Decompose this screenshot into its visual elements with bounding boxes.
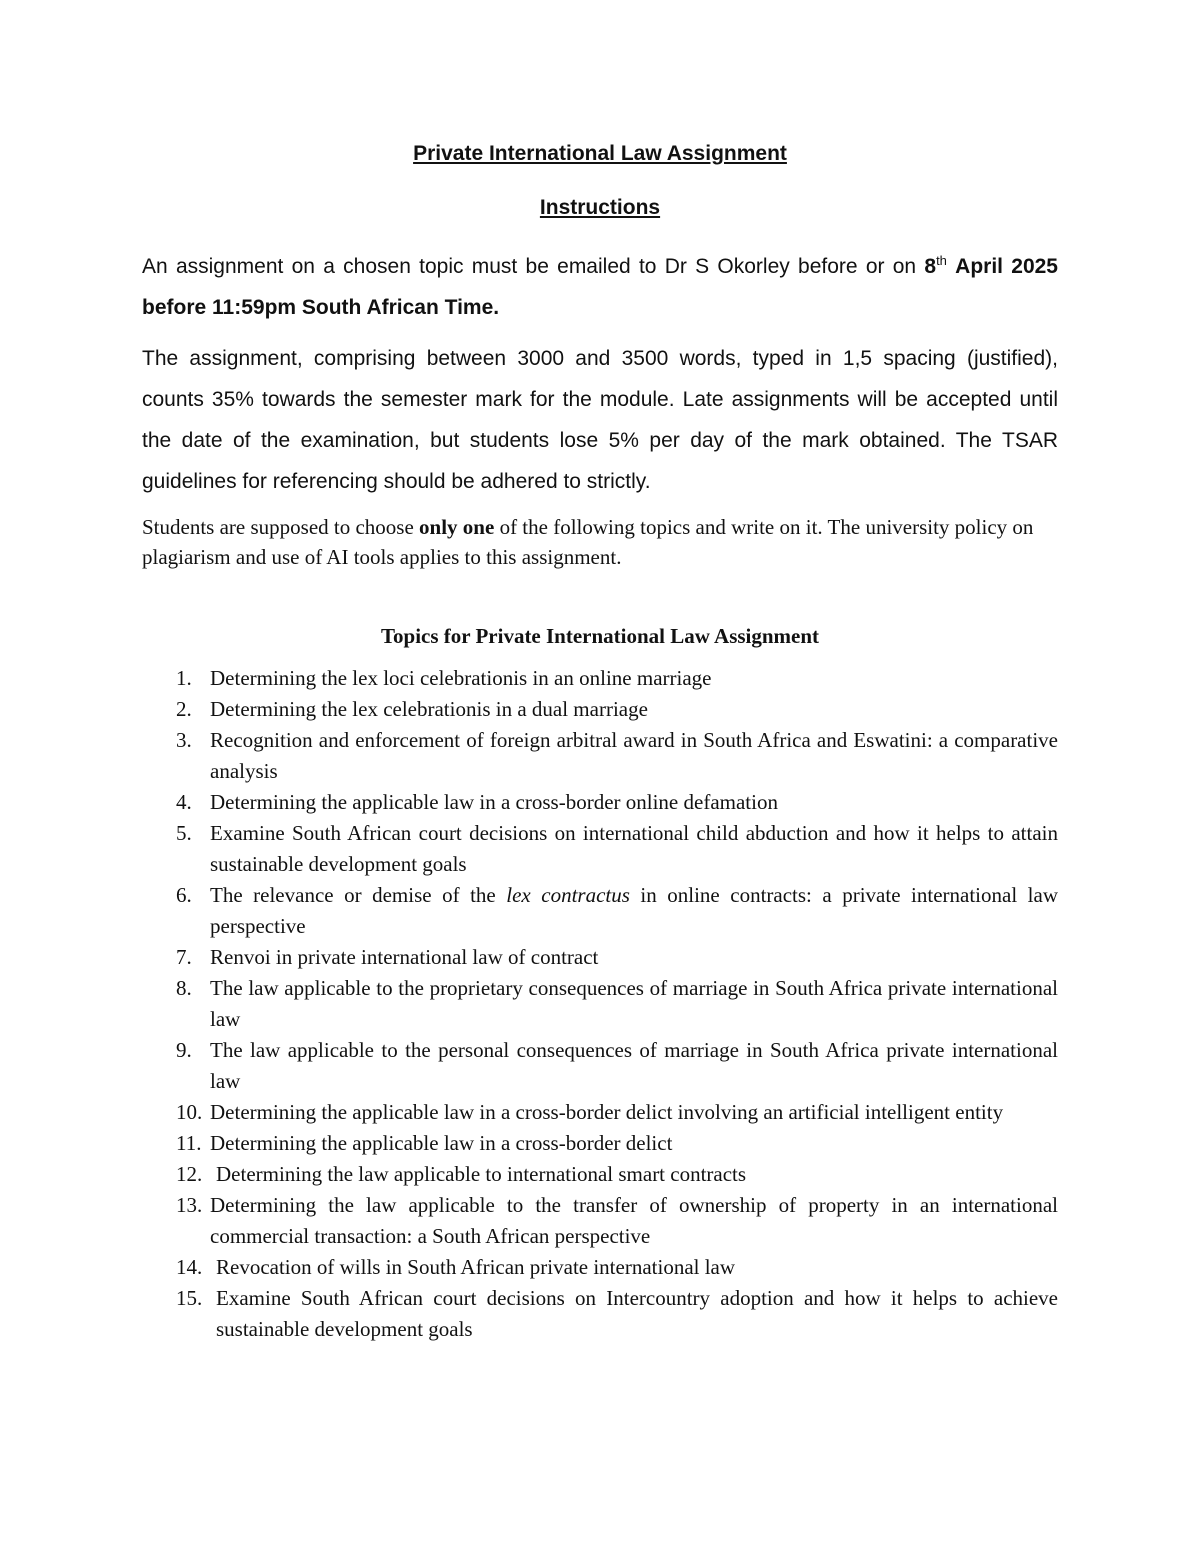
topic-text — [210, 880, 1058, 942]
topic-number: 3. — [176, 728, 192, 752]
choice-emphasis: only one — [419, 515, 495, 539]
topic-item — [142, 880, 1058, 942]
topic-item — [142, 818, 1058, 880]
deadline-paragraph — [142, 246, 1058, 328]
topic-item — [142, 973, 1058, 1035]
topic-text-after: in online contracts: a private international law perspective — [210, 883, 1058, 938]
topic-text: The law applicable to the proprietary consequences of marriage in South Africa private international law — [210, 976, 1058, 1031]
choice-before: Students are supposed to choose — [142, 515, 420, 539]
topic-text: Determining the applicable law in a cross-border delict involving an artificial intelligent entity — [210, 1100, 1004, 1124]
topic-item — [142, 725, 1058, 787]
topic-number: 7. — [176, 945, 192, 969]
topic-item — [142, 663, 1058, 694]
topic-number: 12. — [176, 1162, 203, 1186]
instructions-heading: Instructions — [539, 196, 661, 219]
topic-item — [142, 1283, 1058, 1345]
topic-number: 2. — [176, 697, 192, 721]
topic-number: 9. — [176, 1038, 192, 1062]
topic-text: Revocation of wills in South African private international law — [216, 1255, 736, 1279]
topic-number: 8. — [176, 976, 192, 1000]
topic-item — [142, 942, 1058, 973]
topic-choice-paragraph — [142, 512, 1058, 572]
topic-item — [142, 1035, 1058, 1097]
topic-text: Determining the lex loci celebrationis in an online marriage — [210, 666, 712, 690]
topic-number: 6. — [176, 883, 192, 907]
topic-number: 10. — [176, 1100, 203, 1124]
topic-text-italic: lex contractus — [506, 883, 630, 907]
topic-number: 15. — [176, 1286, 203, 1310]
topic-number: 1. — [176, 666, 192, 690]
topic-text: Determining the lex celebrationis in a dual marriage — [210, 697, 648, 721]
topic-text: The law applicable to the personal consequences of marriage in South Africa private international law — [210, 1038, 1058, 1093]
document-title: Private International Law Assignment — [413, 142, 787, 165]
topic-number: 4. — [176, 790, 192, 814]
topic-text: Examine South African court decisions on Intercountry adoption and how it helps to achieve sustainable development goals — [216, 1286, 1058, 1341]
topic-item — [142, 1097, 1058, 1128]
assignment-specs-paragraph: The assignment, comprising between 3000 and 3500 words, typed in 1,5 spacing (justified), counts 35% towards the semester mark for the module. Late assignments will be accepted until the date of the examination, but students lose 5% per day of the mark obtained. The TSAR guidelines for referencing should be adhered to strictly. — [142, 347, 1058, 493]
topic-item — [142, 1252, 1058, 1283]
topic-item — [142, 1128, 1058, 1159]
topic-text: Recognition and enforcement of foreign arbitral award in South Africa and Eswatini: a comparative analysis — [210, 728, 1058, 783]
topic-number: 11. — [176, 1131, 202, 1155]
deadline-lead: An assignment on a chosen topic must be emailed to Dr S Okorley before or on — [142, 255, 925, 278]
topic-item — [142, 1159, 1058, 1190]
deadline-day: 8 — [924, 255, 937, 278]
deadline-day-suffix: th — [936, 253, 947, 268]
topic-text: Determining the law applicable to the transfer of ownership of property in an international commercial transaction: a South African perspective — [210, 1193, 1058, 1248]
topic-text: Determining the applicable law in a cross-border online defamation — [210, 790, 778, 814]
choice-after: of the following topics and write on it. The university policy on plagiarism and use of AI tools applies to this assignment. — [142, 515, 1034, 569]
topic-item — [142, 1190, 1058, 1252]
topic-number: 5. — [176, 821, 192, 845]
topic-number: 14. — [176, 1255, 203, 1279]
topic-text: Determining the law applicable to international smart contracts — [216, 1162, 747, 1186]
document-body — [142, 142, 1058, 1345]
topic-item — [142, 694, 1058, 725]
topic-list — [142, 663, 1058, 1345]
deadline-date-time: April 2025 before 11:59pm South African Time. — [142, 255, 1058, 319]
topic-number: 13. — [176, 1193, 203, 1217]
topic-text: Examine South African court decisions on international child abduction and how it helps to attain sustainable development goals — [210, 821, 1058, 876]
topic-item — [142, 787, 1058, 818]
topic-text: Renvoi in private international law of contract — [210, 945, 599, 969]
topic-text: Determining the applicable law in a cross-border delict — [210, 1131, 673, 1155]
topics-heading: Topics for Private International Law Assignment — [380, 624, 820, 648]
topic-text-before: The relevance or demise of the — [210, 883, 507, 907]
